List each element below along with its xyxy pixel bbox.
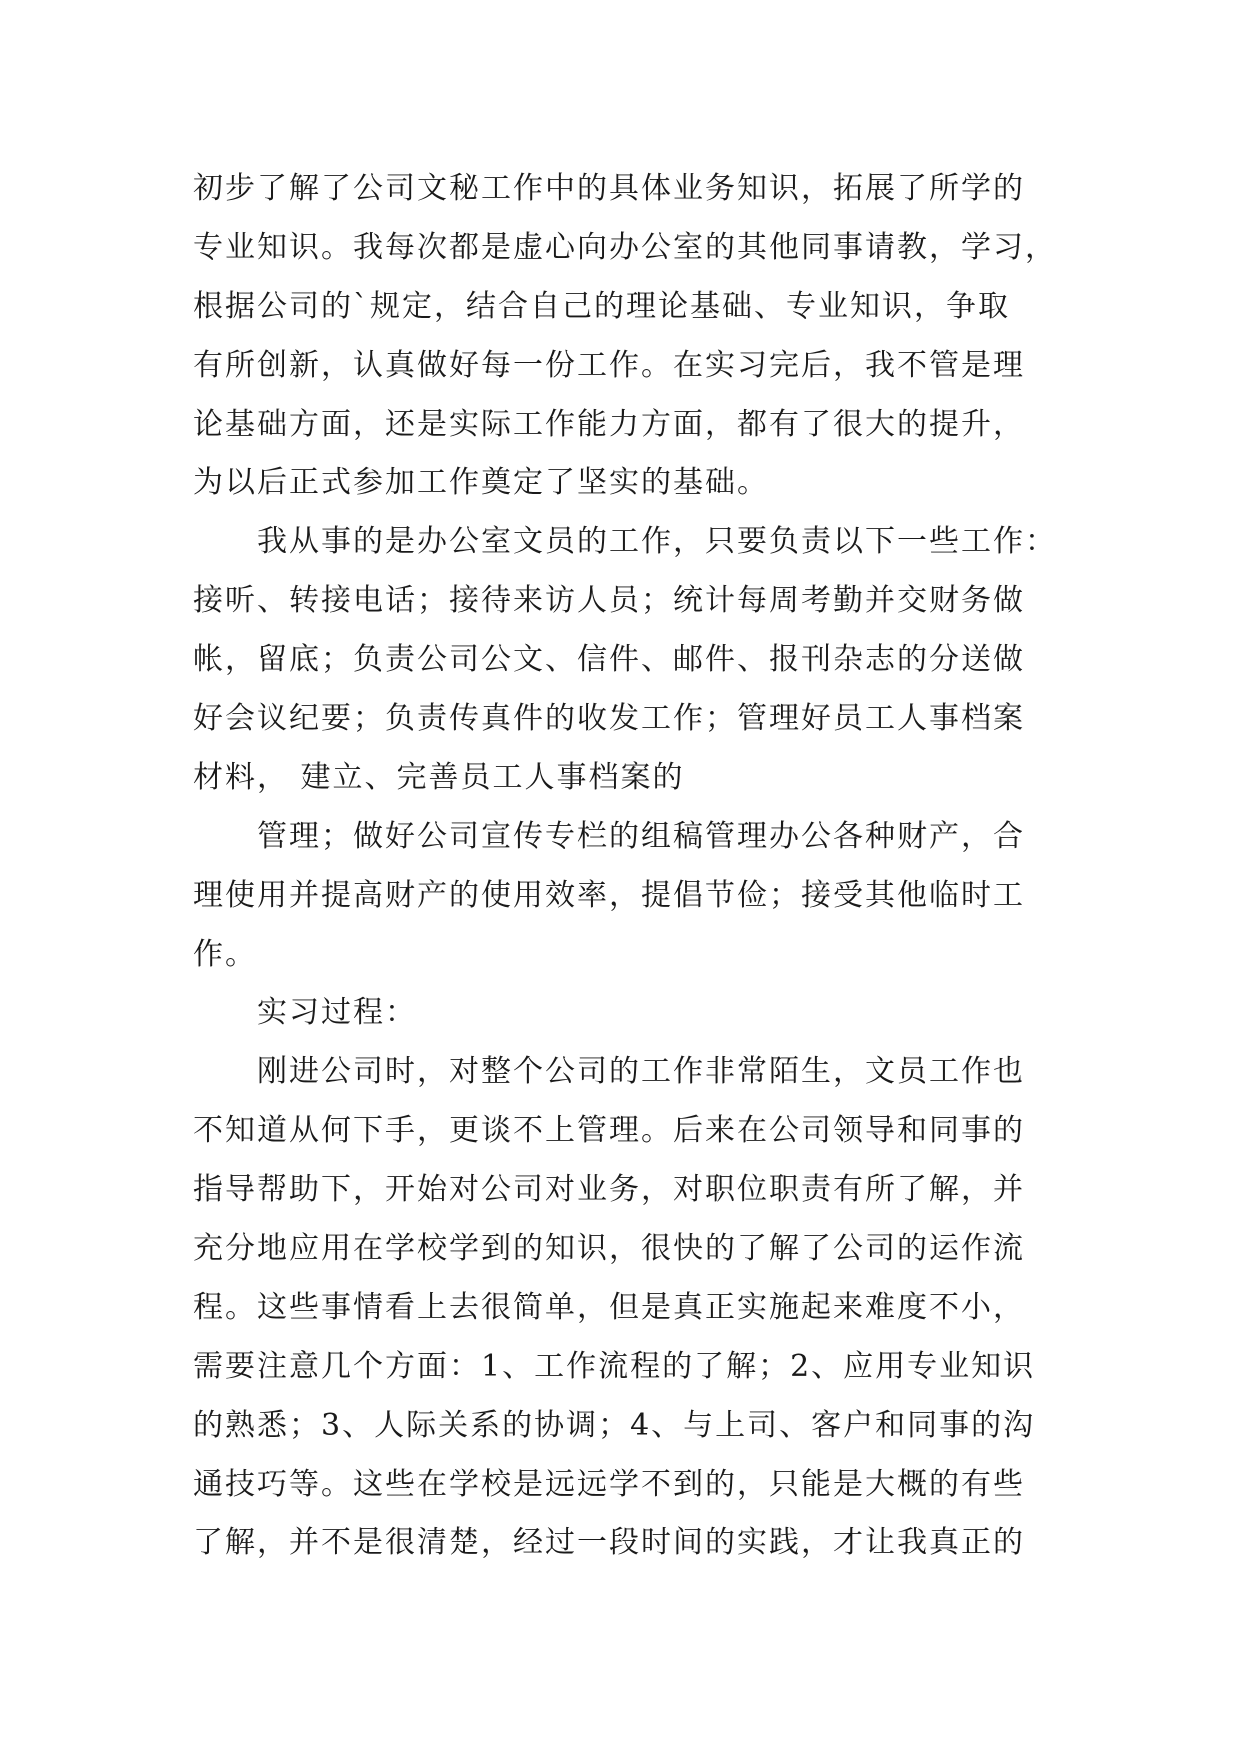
body-text (193, 160, 1057, 1573)
text-line: 刚进公司时，对整个公司的工作非常陌生，文员工作也 (257, 1054, 1025, 1090)
text-line: 程。这些事情看上去很简单，但是真正实施起来难度不小， (193, 1289, 1025, 1325)
text-line: 理使用并提高财产的使用效率，提倡节俭；接受其他临时工 (193, 877, 1025, 913)
text-line: 专业知识。我每次都是虚心向办公室的其他同事请教，学习， (193, 229, 1057, 265)
paragraph-internship-process (193, 1043, 1053, 1573)
paragraph-internship-summary (193, 160, 1057, 513)
paragraph-management (193, 808, 1053, 985)
section-heading-internship-process (193, 984, 1053, 1043)
text-line: 我从事的是办公室文员的工作，只要负责以下一些工作： (257, 524, 1057, 560)
text-line: 不知道从何下手，更谈不上管理。后来在公司领导和同事的 (193, 1113, 1025, 1149)
text-line: 为以后正式参加工作奠定了坚实的基础。 (193, 465, 769, 501)
text-line: 初步了解了公司文秘工作中的具体业务知识，拓展了所学的 (193, 171, 1025, 206)
text-line: 有所创新，认真做好每一份工作。在实习完后，我不管是理 (193, 347, 1025, 383)
text-line: 材料， 建立、完善员工人事档案的 (193, 759, 685, 795)
text-line: 通技巧等。这些在学校是远远学不到的，只能是大概的有些 (193, 1466, 1025, 1502)
text-line: 论基础方面，还是实际工作能力方面，都有了很大的提升， (193, 406, 1025, 442)
text-line: 了解，并不是很清楚，经过一段时间的实践，才让我真正的 (193, 1525, 1025, 1561)
text-line: 接听、转接电话；接待来访人员；统计每周考勤并交财务做 (193, 583, 1025, 619)
text-line: 的熟悉；3、人际关系的协调；4、与上司、客户和同事的沟 (193, 1407, 1036, 1443)
text-line: 需要注意几个方面：1、工作流程的了解；2、应用专业知识 (193, 1348, 1036, 1384)
text-line: 帐，留底；负责公司公文、信件、邮件、报刊杂志的分送做 (193, 642, 1025, 678)
text-line: 管理；做好公司宣传专栏的组稿管理办公各种财产，合 (257, 818, 1025, 854)
text-line: 作。 (193, 936, 257, 972)
paragraph-job-duties (193, 513, 1057, 807)
text-line: 好会议纪要；负责传真件的收发工作；管理好员工人事档案 (193, 701, 1025, 737)
text-line: 指导帮助下，开始对公司对业务，对职位职责有所了解，并 (193, 1172, 1025, 1208)
text-line: 充分地应用在学校学到的知识，很快的了解了公司的运作流 (193, 1231, 1025, 1267)
text-line: 根据公司的`规定，结合自己的理论基础、专业知识，争取 (193, 288, 1010, 324)
text-line: 实习过程： (257, 995, 417, 1031)
